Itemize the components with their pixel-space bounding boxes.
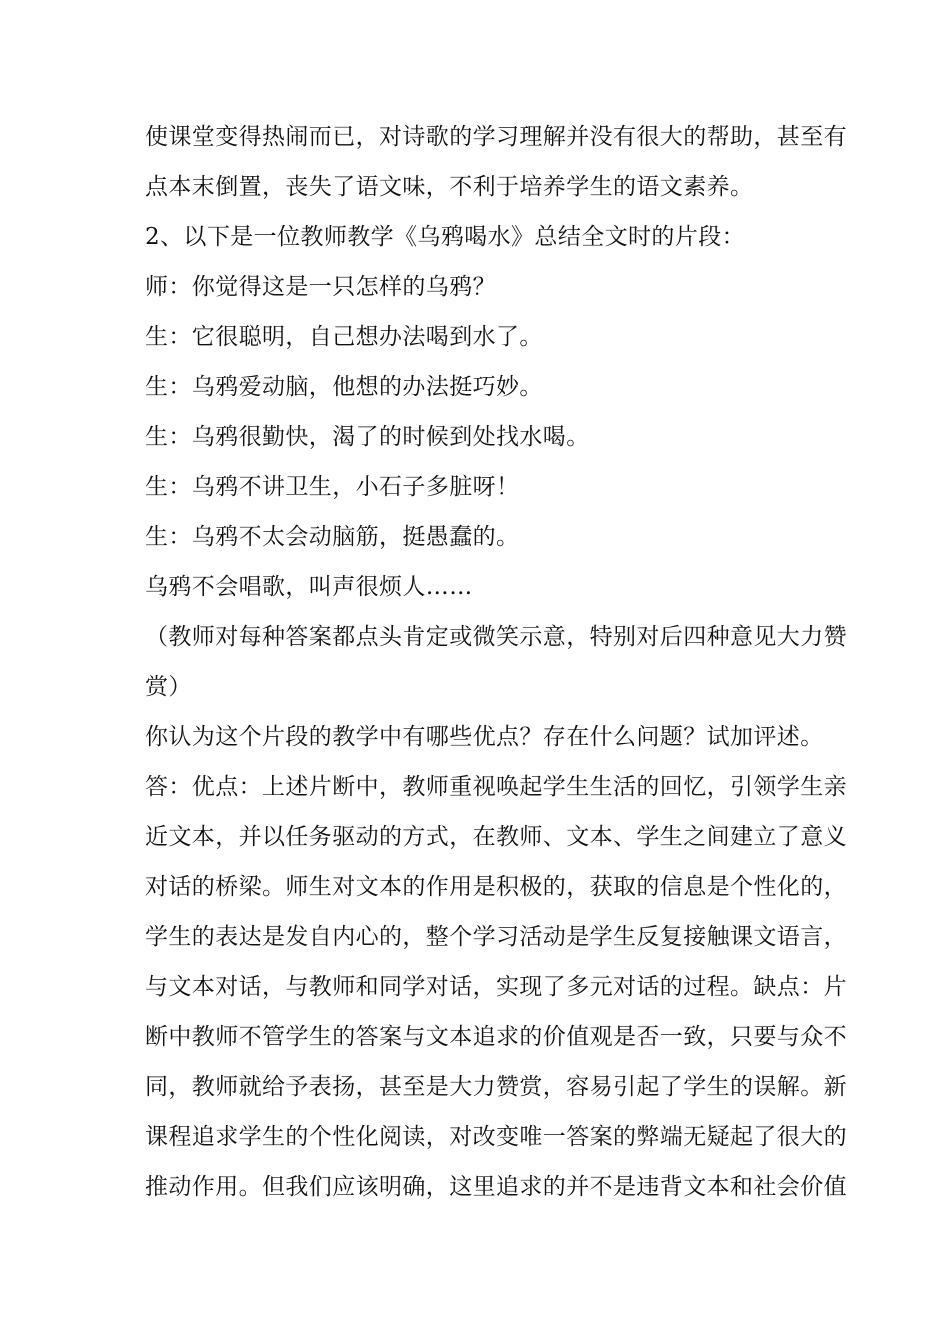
dialogue-line: 生：乌鸦很勤快，渴了的时候到处找水喝。 [145,424,590,450]
dialogue-line: 生：乌鸦不讲卫生，小石子多脏呀！ [145,474,520,500]
answer-line: 近文本，并以任务驱动的方式，在教师、文本、学生之间建立了意义 [145,824,847,850]
dialogue-line: 师：你觉得这是一只怎样的乌鸦？ [145,274,496,300]
dialogue-line: 生：它很聪明，自己想办法喝到水了。 [145,324,543,350]
question-prompt: 你认为这个片段的教学中有哪些优点？存在什么问题？试加评述。 [145,724,824,750]
answer-line: 学生的表达是发自内心的，整个学习活动是学生反复接触课文语言， [145,924,847,950]
text-line: 使课堂变得热闹而已，对诗歌的学习理解并没有很大的帮助，甚至有 [145,124,847,150]
answer-line: 答：优点：上述片断中，教师重视唤起学生生活的回忆，引领学生亲 [145,774,847,800]
dialogue-line: 乌鸦不会唱歌，叫声很烦人…… [145,574,473,600]
answer-line: 同，教师就给予表扬，甚至是大力赞赏，容易引起了学生的误解。新 [145,1074,847,1100]
text-line: 赏） [145,674,192,700]
answer-line: 断中教师不管学生的答案与文本追求的价值观是否一致，只要与众不 [145,1024,847,1050]
dialogue-line: 生：乌鸦爱动脑，他想的办法挺巧妙。 [145,374,543,400]
answer-line: 推动作用。但我们应该明确，这里追求的并不是违背文本和社会价值 [145,1174,847,1200]
question-heading: 2、以下是一位教师教学《乌鸦喝水》总结全文时的片段： [145,224,746,250]
text-line: 点本末倒置，丧失了语文味，不利于培养学生的语文素养。 [145,174,754,200]
answer-line: 与文本对话，与教师和同学对话，实现了多元对话的过程。缺点：片 [145,974,847,1000]
answer-line: 课程追求学生的个性化阅读，对改变唯一答案的弊端无疑起了很大的 [145,1124,847,1150]
text-line: （教师对每种答案都点头肯定或微笑示意，特别对后四种意见大力赞 [145,624,847,650]
answer-line: 对话的桥梁。师生对文本的作用是积极的，获取的信息是个性化的， [145,874,847,900]
dialogue-line: 生：乌鸦不太会动脑筋，挺愚蠢的。 [145,524,520,550]
